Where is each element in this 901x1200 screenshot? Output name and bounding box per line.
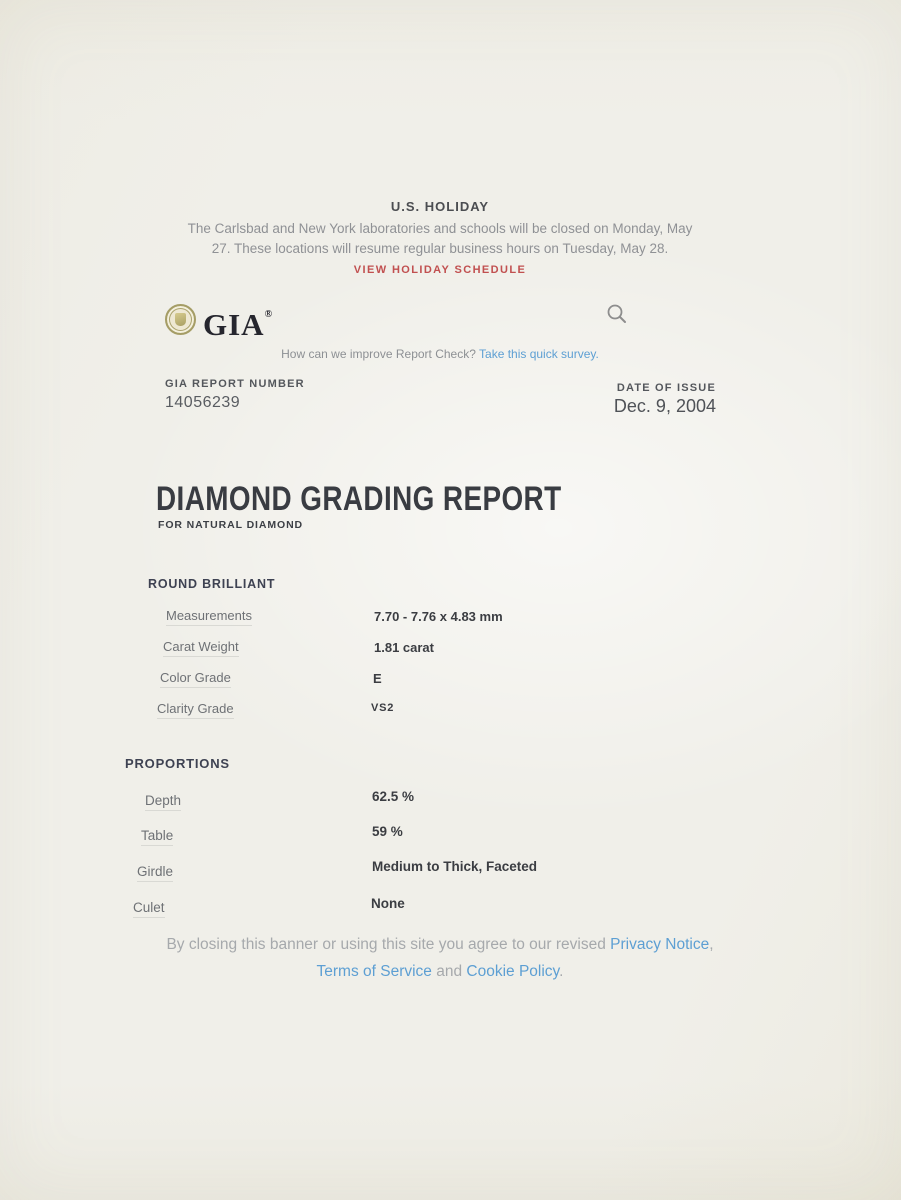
proportion-label-girdle[interactable]: Girdle: [137, 864, 173, 882]
report-subtitle: FOR NATURAL DIAMOND: [158, 519, 304, 531]
shape-heading: ROUND BRILLIANT: [148, 577, 276, 591]
proportion-label-table[interactable]: Table: [141, 828, 173, 846]
cookie-banner-and: and: [431, 962, 467, 980]
terms-of-service-link[interactable]: Terms of Service: [316, 962, 432, 980]
holiday-notice-title: U.S. HOLIDAY: [390, 199, 490, 214]
gia-seal-icon: [165, 304, 196, 335]
report-title: DIAMOND GRADING REPORT: [156, 480, 562, 518]
report-number-block: [165, 378, 305, 412]
survey-prompt: [100, 347, 780, 361]
survey-link[interactable]: Take this quick survey.: [479, 347, 599, 361]
search-icon: [605, 302, 629, 326]
privacy-notice-link[interactable]: Privacy Notice: [610, 936, 710, 953]
date-of-issue-value: Dec. 9, 2004: [613, 396, 716, 416]
proportion-label-depth[interactable]: Depth: [145, 793, 181, 811]
grading-label-clarity-grade[interactable]: Clarity Grade: [157, 701, 234, 719]
grading-value-carat-weight: 1.81 carat: [374, 640, 434, 655]
cookie-policy-link[interactable]: Cookie Policy: [466, 962, 560, 980]
report-number-value: 14056239: [165, 394, 241, 411]
grading-value-color-grade: E: [373, 671, 382, 686]
proportion-label-culet[interactable]: Culet: [133, 900, 165, 918]
cookie-banner: [100, 932, 780, 985]
holiday-body-line1: The Carlsbad and New York laboratories and schools will be closed on Monday, May: [187, 221, 693, 236]
proportion-value-table: 59 %: [372, 824, 403, 839]
registered-mark: ®: [264, 309, 273, 320]
proportion-value-girdle: Medium to Thick, Faceted: [372, 859, 538, 874]
grading-value-clarity-grade: VS2: [371, 702, 395, 714]
report-number-label: GIA REPORT NUMBER: [165, 378, 305, 390]
grading-label-carat-weight[interactable]: Carat Weight: [163, 639, 239, 657]
view-holiday-schedule-link[interactable]: VIEW HOLIDAY SCHEDULE: [353, 264, 527, 276]
gia-logo-letters: GIA: [203, 307, 265, 342]
cookie-banner-text: By closing this banner or using this site you agree to our revised: [166, 936, 611, 953]
gia-logo-text: [203, 299, 272, 340]
holiday-body-line2: 27. These locations will resume regular business hours on Tuesday, May 28.: [211, 241, 669, 256]
proportion-value-culet: None: [371, 896, 405, 911]
gia-logo[interactable]: [165, 299, 272, 340]
cookie-banner-period: .: [559, 962, 564, 980]
grading-label-measurements[interactable]: Measurements: [166, 608, 252, 626]
cookie-banner-comma: ,: [709, 936, 714, 953]
grading-value-measurements: 7.70 - 7.76 x 4.83 mm: [374, 609, 503, 624]
proportions-heading: PROPORTIONS: [125, 756, 230, 771]
holiday-notice-body: [100, 219, 780, 259]
grading-label-color-grade[interactable]: Color Grade: [160, 670, 231, 688]
proportion-value-depth: 62.5 %: [372, 789, 415, 804]
date-of-issue-label: DATE OF ISSUE: [616, 382, 716, 394]
survey-prompt-text: How can we improve Report Check?: [281, 347, 480, 361]
date-of-issue-block: [460, 382, 716, 417]
search-button[interactable]: [605, 302, 631, 328]
